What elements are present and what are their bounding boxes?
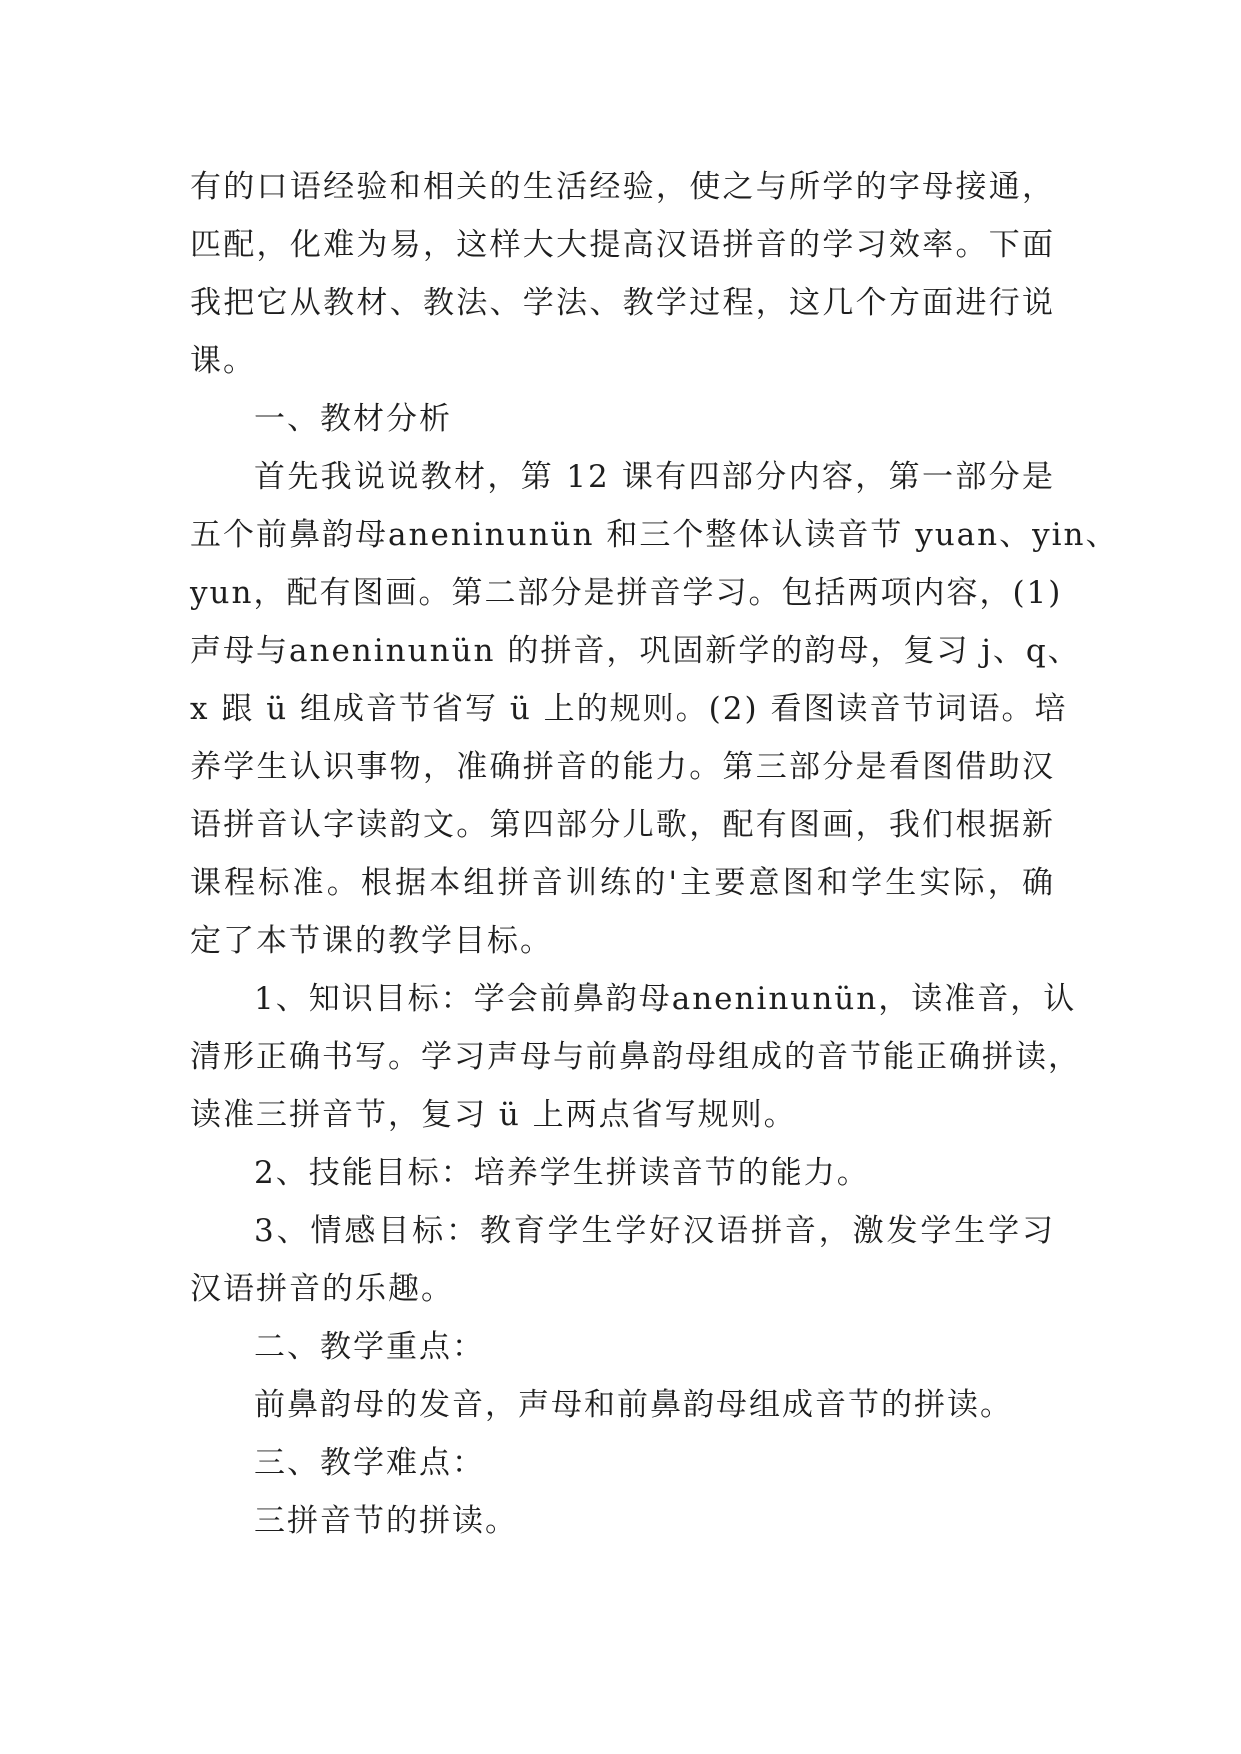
objective-emotion: 3、情感目标：教育学生学好汉语拼音，激发学生学习: [254, 1213, 1055, 1249]
body-line: 声母与aneninunün 的拼音，巩固新学的韵母，复习 j、q、: [190, 633, 1081, 669]
objective-knowledge: 1、知识目标：学会前鼻韵母aneninunün，读准音，认: [254, 981, 1077, 1017]
body-line: 汉语拼音的乐趣。: [190, 1271, 454, 1307]
body-line: 养学生认识事物，准确拼音的能力。第三部分是看图借助汉: [190, 749, 1055, 785]
body-line: 读准三拼音节，复习 ü 上两点省写规则。: [190, 1097, 797, 1133]
body-line: 前鼻韵母的发音，声母和前鼻韵母组成音节的拼读。: [254, 1387, 1013, 1423]
section-heading-teaching-focus: 二、教学重点：: [254, 1329, 485, 1365]
document-body: [190, 158, 1119, 1550]
section-heading-textbook-analysis: 一、教材分析: [254, 401, 452, 437]
body-line: 首先我说说教材，第 12 课有四部分内容，第一部分是: [254, 459, 1055, 495]
body-line: 匹配，化难为易，这样大大提高汉语拼音的学习效率。下面: [190, 227, 1055, 263]
body-line: 五个前鼻韵母aneninunün 和三个整体认读音节 yuan、yin、: [190, 517, 1119, 553]
body-line: 语拼音认字读韵文。第四部分儿歌，配有图画，我们根据新: [190, 807, 1055, 843]
body-line: yun，配有图画。第二部分是拼音学习。包括两项内容，(1): [190, 575, 1063, 611]
body-line: x 跟 ü 组成音节省写 ü 上的规则。(2) 看图读音节词语。培: [190, 691, 1068, 727]
body-line: 清形正确书写。学习声母与前鼻韵母组成的音节能正确拼读，: [190, 1039, 1081, 1075]
body-line: 有的口语经验和相关的生活经验，使之与所学的字母接通，: [190, 169, 1055, 205]
body-line: 三拼音节的拼读。: [254, 1503, 518, 1539]
body-line: 课。: [190, 343, 256, 379]
body-line: 我把它从教材、教法、学法、教学过程，这几个方面进行说: [190, 285, 1055, 321]
body-line: 课程标准。根据本组拼音训练的'主要意图和学生实际，确: [190, 865, 1055, 901]
section-heading-teaching-difficulty: 三、教学难点：: [254, 1445, 485, 1481]
objective-skill: 2、技能目标：培养学生拼读音节的能力。: [254, 1155, 870, 1191]
body-line: 定了本节课的教学目标。: [190, 923, 553, 959]
